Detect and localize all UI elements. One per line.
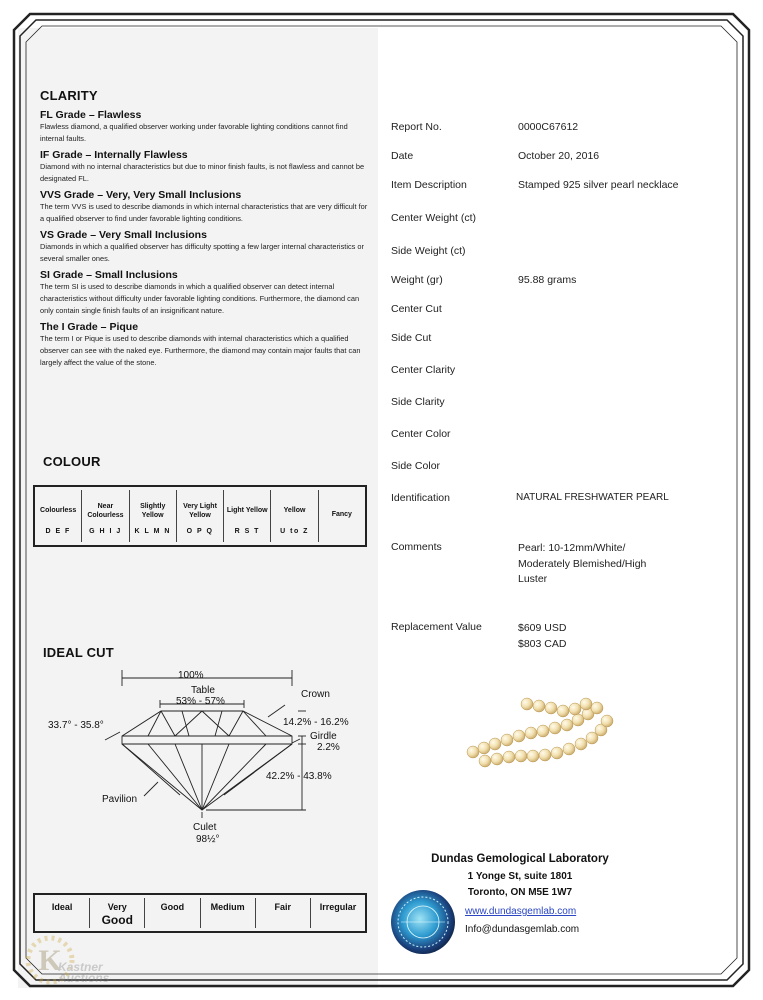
date-label: Date [391,150,414,162]
cut-crown-height: 14.2% - 16.2% [283,717,349,728]
cut-culet-label: Culet [193,822,217,833]
replacement-cad: $803 CAD [518,637,567,650]
comments-line: Luster [518,573,548,585]
cut-grade-table [33,893,367,933]
grade-desc: The term I or Pique is used to describe diamonds with internal characteristics which a qualified observer can see with the naked eye. Furthermore, the diamond may contain major faults that can largely affect the value of the stone. [40,334,361,367]
cut-grade-cell [256,898,311,928]
cut-girdle-label: Girdle [310,731,337,742]
replacement-usd: $609 USD [518,622,567,634]
report-number-label: Report No. [391,121,442,133]
lab-info [400,853,640,898]
cut-grade-cell [311,898,365,928]
report-number-value: 0000C67612 [518,121,579,133]
colour-cell [35,490,82,542]
ideal-cut-heading: IDEAL CUT [43,645,114,660]
colour-code: O P Q [186,527,214,535]
grade-title: VS Grade – Very Small Inclusions [40,229,207,241]
grade-desc: Diamonds in which a qualified observer has difficulty spotting a few larger internal characteristics or several smaller ones. [40,242,364,263]
colour-name: Yellow [283,507,306,514]
cut-pavilion-label: Pavilion [102,794,138,805]
side-color-label: Side Color [391,460,441,472]
lab-address-1: 1 Yonge St, suite 1801 [467,871,573,882]
cut-pavilion-depth: 42.2% - 43.8% [266,771,332,782]
colour-scale-table [33,485,367,547]
grade-title: The I Grade – Pique [40,321,139,333]
grade-desc: Diamond with no internal characteristics but due to minor finish faults, is not flawless and cannot be designated FL. [40,162,365,183]
colour-cell [82,490,129,542]
cut-grade-label: Ideal [51,902,73,912]
colour-name: Near Colourless [87,502,124,519]
svg-text:K: K [38,944,62,977]
date-value: October 20, 2016 [518,150,600,162]
colour-cell [224,490,271,542]
watermark-text: Kastner Auctions [58,960,110,985]
hologram-seal-icon [389,888,457,956]
center-cut-label: Center Cut [391,303,442,315]
cut-grade-label: Fair [274,902,292,912]
grade-title: FL Grade – Flawless [40,109,142,121]
grade-title: IF Grade – Internally Flawless [40,149,188,161]
grade-title: SI Grade – Small Inclusions [40,269,178,281]
weight-label: Weight (gr) [391,274,443,286]
cut-culet-value: 98½° [196,834,220,845]
colour-cell [319,490,365,542]
item-description-value: Stamped 925 silver pearl necklace [518,179,679,191]
pearl-necklace-photo [455,690,625,780]
watermark-logo [16,930,126,990]
colour-name: Light Yellow [226,507,268,514]
cut-crown-angle: 33.7° - 35.8° [48,720,104,731]
comments-value [518,541,646,588]
cut-grade-cell [35,898,90,928]
grade-desc: The term SI is used to describe diamonds in which a qualified observer can detect internal characteristics without difficulty under favorable lighting conditions. Furthermore, the diamond can only contain single finish faults of an insignificant nature. [40,282,360,315]
lab-address-2: Toronto, ON M5E 1W7 [467,887,573,898]
lab-website-link[interactable]: www.dundasgemlab.com [465,906,577,917]
grade-desc: The term VVS is used to describe diamonds in which internal characteristics that are very difficult for a qualified observer to find under favorable lighting conditions. [40,202,368,223]
colour-name: Very Light Yellow [183,502,217,519]
colour-cell [177,490,224,542]
cut-grade-label: Irregular [319,902,357,912]
grade-title: VVS Grade – Very, Very Small Inclusions [40,189,242,201]
colour-name: Fancy [331,510,352,518]
cut-table-range: 53% - 57% [176,696,225,707]
colour-name: Slightly Yellow [140,502,166,519]
cut-grade-label: Good [160,902,185,912]
side-cut-label: Side Cut [391,332,432,344]
cut-grade-cell [201,898,256,928]
cut-width-label: 100% [178,670,204,681]
cut-grade-label: Medium [210,902,245,912]
replacement-label: Replacement Value [391,621,482,633]
colour-name: Colourless [40,507,77,514]
colour-code: D E F [45,527,71,535]
colour-cell [130,490,177,542]
lab-name: Dundas Gemological Laboratory [431,853,609,865]
identification-value: NATURAL FRESHWATER PEARL [516,492,669,503]
comments-line: Pearl: 10-12mm/White/ [518,542,626,554]
cut-girdle-value: 2.2% [317,742,340,753]
cut-table-label: Table [191,685,215,696]
clarity-section [40,88,370,369]
side-clarity-label: Side Clarity [391,396,445,408]
comments-line: Moderately Blemished/High [518,557,647,570]
lab-email: Info@dundasgemlab.com [465,924,580,935]
comments-label: Comments [391,541,442,553]
colour-code: K L M N [134,527,171,535]
cut-grade-sub: Good [101,913,133,927]
clarity-heading: CLARITY [40,88,98,103]
cut-grade-cell [145,898,200,928]
center-weight-label: Center Weight (ct) [391,212,476,224]
replacement-value [518,621,566,652]
colour-code: G H I J [89,527,122,535]
weight-value: 95.88 grams [518,274,577,286]
grade-desc: Flawless diamond, a qualified observer working under favorable lighting conditions cannot find internal faults. [40,122,348,143]
identification-label: Identification [391,492,450,504]
side-weight-label: Side Weight (ct) [391,245,466,257]
colour-code: R S T [234,527,260,535]
cut-grade-label: Very [107,902,127,912]
center-clarity-label: Center Clarity [391,364,456,376]
colour-code: U to Z [280,527,309,535]
cut-crown-label: Crown [301,689,330,700]
item-description-label: Item Description [391,179,467,191]
center-color-label: Center Color [391,428,451,440]
colour-heading: COLOUR [43,454,101,469]
colour-cell [271,490,318,542]
cut-grade-cell [90,898,145,928]
